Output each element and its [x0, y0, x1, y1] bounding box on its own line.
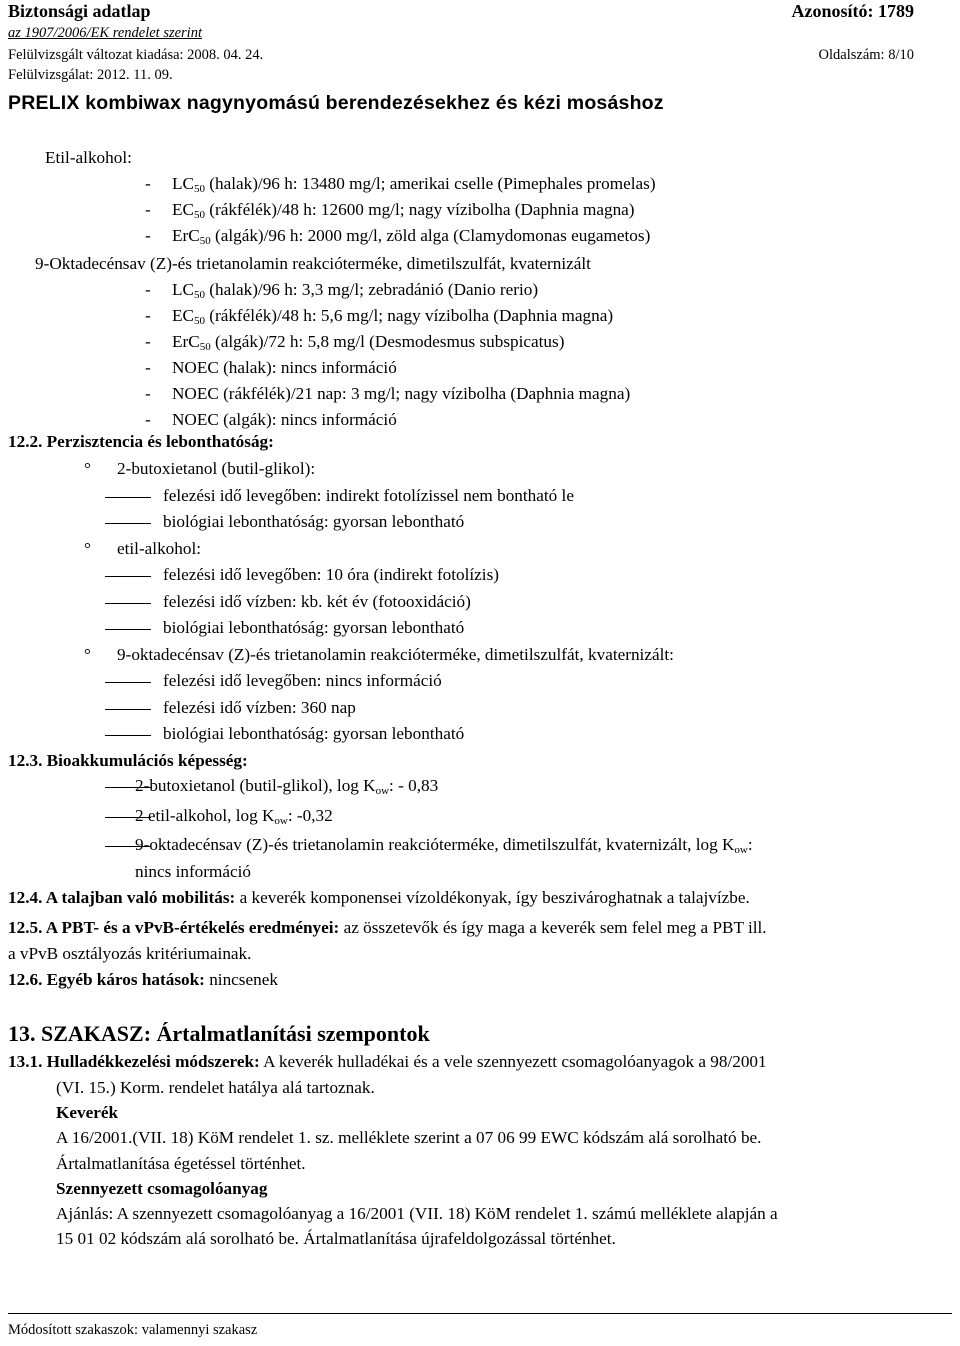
revised-date: Felülvizsgálat: 2012. 11. 09.: [8, 67, 173, 83]
bioaccumulation-line: [135, 776, 438, 796]
section-12-4-label: 12.4. A talajban való mobilitás:: [8, 888, 236, 907]
section-12-4-text: a keverék komponensei vízoldékonyak, így beszivároghatnak a talajvízbe.: [235, 888, 750, 907]
long-dash: [105, 682, 151, 683]
section-13-heading: 13. SZAKASZ: Ártalmatlanítási szempontok: [8, 1021, 430, 1046]
persistence-line: felezési idő levegőben: indirekt fotolízissel nem bontható le: [163, 485, 574, 505]
list-item: [172, 280, 538, 300]
section-13-1-label: 13.1. Hulladékkezelési módszerek:: [8, 1052, 260, 1071]
item-text: (halak)/96 h: 13480 mg/l; amerikai cselle (Pimephales promelas): [204, 174, 656, 193]
section-12-6: [8, 970, 278, 990]
item-prefix: NOEC (halak): nincs információ: [172, 358, 397, 377]
packaging-line-2: 15 01 02 kódszám alá sorolható be. Ártalmatlanítása újrafeldolgozással történhet.: [56, 1229, 616, 1248]
section-13-1: [8, 1052, 767, 1072]
page-number: Oldalszám: 8/10: [818, 47, 914, 63]
long-dash: [105, 576, 151, 577]
list-dash: -: [145, 174, 151, 193]
section-12-6-text: nincsenek: [204, 970, 278, 989]
item-subscript: 50: [193, 183, 205, 195]
item-prefix: ErC: [172, 226, 200, 245]
long-dash: [105, 629, 151, 630]
list-dash: -: [145, 410, 151, 429]
section-12-5-continued: a vPvB osztályozás kritériumainak.: [8, 944, 252, 963]
long-dash: [105, 735, 151, 736]
item-subscript: 50: [199, 235, 211, 247]
mixture-line-1: A 16/2001.(VII. 18) KöM rendelet 1. sz. melléklete szerint a 07 06 99 EWC kódszám alá sorolható be.: [56, 1128, 762, 1147]
item-subscript: 50: [193, 315, 205, 327]
long-dash: [105, 709, 151, 710]
persistence-line: biológiai lebonthatóság: gyorsan lebontható: [163, 724, 465, 743]
oleic-heading: 9-Oktadecénsav (Z)-és trietanolamin reakcióterméke, dimetilszulfát, kvaternizált: [35, 254, 591, 273]
list-dash: -: [145, 280, 151, 299]
section-12-5-text: az összetevők és így maga a keverék sem felel meg a PBT ill.: [339, 918, 767, 937]
bioaccumulation-continued: nincs információ: [135, 862, 251, 881]
line-prefix: 2-butoxietanol (butil-glikol), log K: [135, 776, 376, 795]
persistence-line: felezési idő levegőben: 10 óra (indirekt fotolízis): [163, 565, 499, 584]
list-item: [172, 332, 564, 352]
packaging-heading: Szennyezett csomagolóanyag: [56, 1179, 268, 1198]
list-item: [172, 410, 397, 430]
list-dash: -: [145, 332, 151, 351]
item-prefix: LC: [172, 174, 194, 193]
footer-text: Módosított szakaszok: valamennyi szakasz: [8, 1322, 258, 1338]
section-13-1-continued: (VI. 15.) Korm. rendelet hatálya alá tartoznak.: [56, 1078, 375, 1097]
line-subscript: ow: [274, 815, 288, 827]
line-value: :: [747, 835, 753, 854]
list-item: [172, 226, 650, 246]
line-prefix: 9-oktadecénsav (Z)-és trietanolamin reakcióterméke, dimetilszulfát, kvaternizált, log K: [135, 835, 735, 854]
list-dash: -: [145, 384, 151, 403]
degree-bullet: °: [84, 538, 91, 558]
list-dash: -: [145, 200, 151, 219]
product-title: PRELIX kombiwax nagynyomású berendezésekhez és kézi mosáshoz: [8, 92, 664, 114]
item-subscript: 50: [193, 209, 205, 221]
document-title: Biztonsági adatlap: [8, 1, 151, 21]
item-text: (rákfélék)/48 h: 12600 mg/l; nagy vízibolha (Daphnia magna): [204, 200, 635, 219]
list-dash: -: [145, 306, 151, 325]
persistence-line: biológiai lebonthatóság: gyorsan lebontható: [163, 618, 465, 637]
bioaccumulation-line: [135, 806, 333, 826]
degree-bullet: °: [84, 459, 91, 478]
section-12-4: [8, 888, 750, 908]
mixture-line-2: Ártalmatlanítása égetéssel történhet.: [56, 1154, 306, 1173]
packaging-line-1: Ajánlás: A szennyezett csomagolóanyag a 16/2001 (VII. 18) KöM rendelet 1. számú melléklete alapján a: [56, 1204, 778, 1223]
bioaccumulation-line: [135, 835, 753, 855]
item-prefix: EC: [172, 306, 194, 325]
item-prefix: EC: [172, 200, 194, 219]
list-item: [172, 174, 656, 194]
list-item: [172, 306, 613, 326]
persistence-line: felezési idő levegőben: nincs információ: [163, 671, 442, 690]
persistence-line: felezési idő vízben: kb. két év (fotooxidáció): [163, 591, 471, 611]
line-subscript: ow: [375, 785, 390, 797]
item-text: (rákfélék)/48 h: 5,6 mg/l; nagy vízibolha (Daphnia magna): [204, 306, 614, 325]
line-value: : -0,32: [287, 806, 333, 825]
item-prefix: NOEC (rákfélék)/21 nap: 3 mg/l; nagy vízibolha (Daphnia magna): [172, 384, 631, 403]
item-text: (halak)/96 h: 3,3 mg/l; zebradánió (Danio rerio): [204, 280, 539, 299]
item-subscript: 50: [199, 341, 211, 353]
long-dash: [105, 497, 151, 498]
item-prefix: LC: [172, 280, 194, 299]
mixture-heading: Keverék: [56, 1103, 119, 1122]
list-item: [172, 384, 630, 404]
line-subscript: ow: [734, 844, 748, 856]
persistence-line: biológiai lebonthatóság: gyorsan lebontható: [163, 512, 465, 531]
item-text: (algák)/72 h: 5,8 mg/l (Desmodesmus subspicatus): [210, 332, 565, 351]
item-prefix: ErC: [172, 332, 200, 351]
section-12-2-heading: 12.2. Perzisztencia és lebonthatóság:: [8, 432, 274, 451]
section-12-5-label: 12.5. A PBT- és a vPvB-értékelés eredményei:: [8, 918, 340, 937]
list-item: [172, 358, 397, 378]
section-13-1-text: A keverék hulladékai és a vele szennyezett csomagolóanyagok a 98/2001: [259, 1052, 767, 1071]
section-12-6-label: 12.6. Egyéb káros hatások:: [8, 970, 205, 989]
item-prefix: NOEC (algák): nincs információ: [172, 410, 397, 429]
line-value: : - 0,83: [389, 776, 439, 795]
ethanol-heading: Etil-alkohol:: [45, 148, 132, 167]
long-dash: [105, 523, 151, 524]
substance-name: 2-butoxietanol (butil-glikol):: [117, 459, 316, 478]
regulation-reference: az 1907/2006/EK rendelet szerint: [8, 25, 202, 41]
substance-name: etil-alkohol:: [117, 538, 202, 558]
document-id: Azonosító: 1789: [791, 1, 914, 21]
item-text: (algák)/96 h: 2000 mg/l, zöld alga (Clamydomonas eugametos): [210, 226, 651, 245]
section-12-3-heading: 12.3. Bioakkumulációs képesség:: [8, 751, 248, 770]
revised-version: Felülvizsgált változat kiadása: 2008. 04. 24.: [8, 47, 264, 63]
degree-bullet: °: [84, 644, 91, 664]
persistence-line: felezési idő vízben: 360 nap: [163, 697, 356, 717]
list-dash: -: [145, 226, 151, 245]
line-prefix: 2 etil-alkohol, log K: [135, 806, 275, 825]
footer-divider: [8, 1313, 952, 1314]
substance-name: 9-oktadecénsav (Z)-és trietanolamin reakcióterméke, dimetilszulfát, kvaternizált:: [117, 644, 674, 664]
list-item: [172, 200, 635, 220]
item-subscript: 50: [193, 289, 205, 301]
section-12-5: [8, 918, 767, 938]
long-dash: [105, 603, 151, 604]
list-dash: -: [145, 358, 151, 377]
